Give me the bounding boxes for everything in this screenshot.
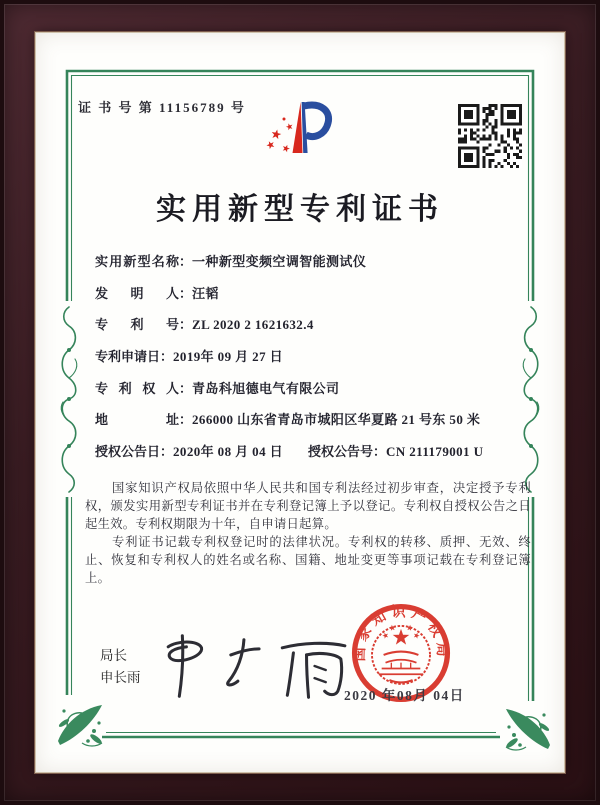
field-value: ZL 2020 2 1621632.4 (192, 317, 314, 333)
field (308, 436, 483, 468)
field-row (95, 278, 534, 310)
field (95, 278, 219, 310)
field (95, 309, 314, 341)
field-label: 授权公告日 (95, 444, 161, 460)
field-row (95, 404, 534, 436)
field-label: 发明人 (95, 285, 179, 301)
field-value: 266000 山东省青岛市城阳区华夏路 21 号东 50 米 (192, 412, 481, 428)
field-label: 专利号 (95, 317, 179, 333)
field-colon: ： (179, 412, 193, 428)
field-value: 一种新型变频空调智能测试仪 (192, 254, 367, 269)
field-row (95, 373, 534, 405)
field-colon: ： (373, 444, 387, 460)
qr-code (458, 104, 522, 168)
cnipa-logo-icon (258, 95, 342, 175)
field (95, 373, 339, 405)
certificate-title: 实用新型专利证书 (156, 193, 444, 226)
fields (95, 246, 534, 468)
field-value: 汪韬 (192, 285, 219, 301)
certificate-content (36, 33, 564, 772)
field-row (95, 341, 534, 373)
legal-text (85, 479, 531, 587)
field-colon: ： (160, 349, 174, 365)
signature (146, 629, 358, 701)
legal-paragraph-2: 专利证书记载专利权登记时的法律状况。专利权的转移、质押、无效、终止、恢复和专利权人的姓名或名称、国籍、地址变更等事项记载在专利登记簿上。 (85, 535, 531, 585)
field-colon: ： (179, 254, 193, 269)
signer-name: 申长雨 (100, 670, 141, 685)
field-label: 地址 (95, 412, 179, 428)
field-label: 授权公告号 (308, 444, 374, 460)
field (95, 404, 480, 436)
field (95, 436, 283, 468)
certificate-number: 证 书 号 第 11156789 号 (78, 100, 246, 115)
seal-date: 2020 年08月 04日 (344, 688, 465, 703)
field (95, 246, 366, 278)
field-value: 2020年 08 月 04 日 (173, 444, 284, 460)
field-value: 青岛科旭德电气有限公司 (192, 380, 340, 396)
field (95, 341, 283, 373)
field-value: CN 211179001 U (386, 444, 484, 460)
field-row (95, 246, 534, 278)
signer-block (100, 645, 141, 689)
field-colon: ： (179, 317, 193, 333)
signer-title: 局长 (100, 648, 127, 663)
field-row (95, 309, 534, 341)
legal-paragraph-1: 国家知识产权局依照中华人民共和国专利法经过初步审查，决定授予专利权，颁发实用新型专利证书并在专利登记簿上予以登记。专利权自授权公告之日起生效。专利权期限为十年，自申请日起算。 (85, 481, 531, 531)
field-label: 专利申请日 (95, 349, 161, 365)
field-colon: ： (179, 285, 193, 301)
field-colon: ： (160, 444, 174, 460)
certificate-paper (36, 33, 564, 772)
field-label: 专利权人 (95, 380, 179, 396)
field-label: 实用新型名称 (95, 254, 179, 269)
seal-text: 国家知识产权局 (353, 605, 449, 662)
field-row (95, 436, 534, 468)
field-colon: ： (179, 380, 193, 396)
field-value: 2019年 09 月 27 日 (173, 349, 284, 365)
